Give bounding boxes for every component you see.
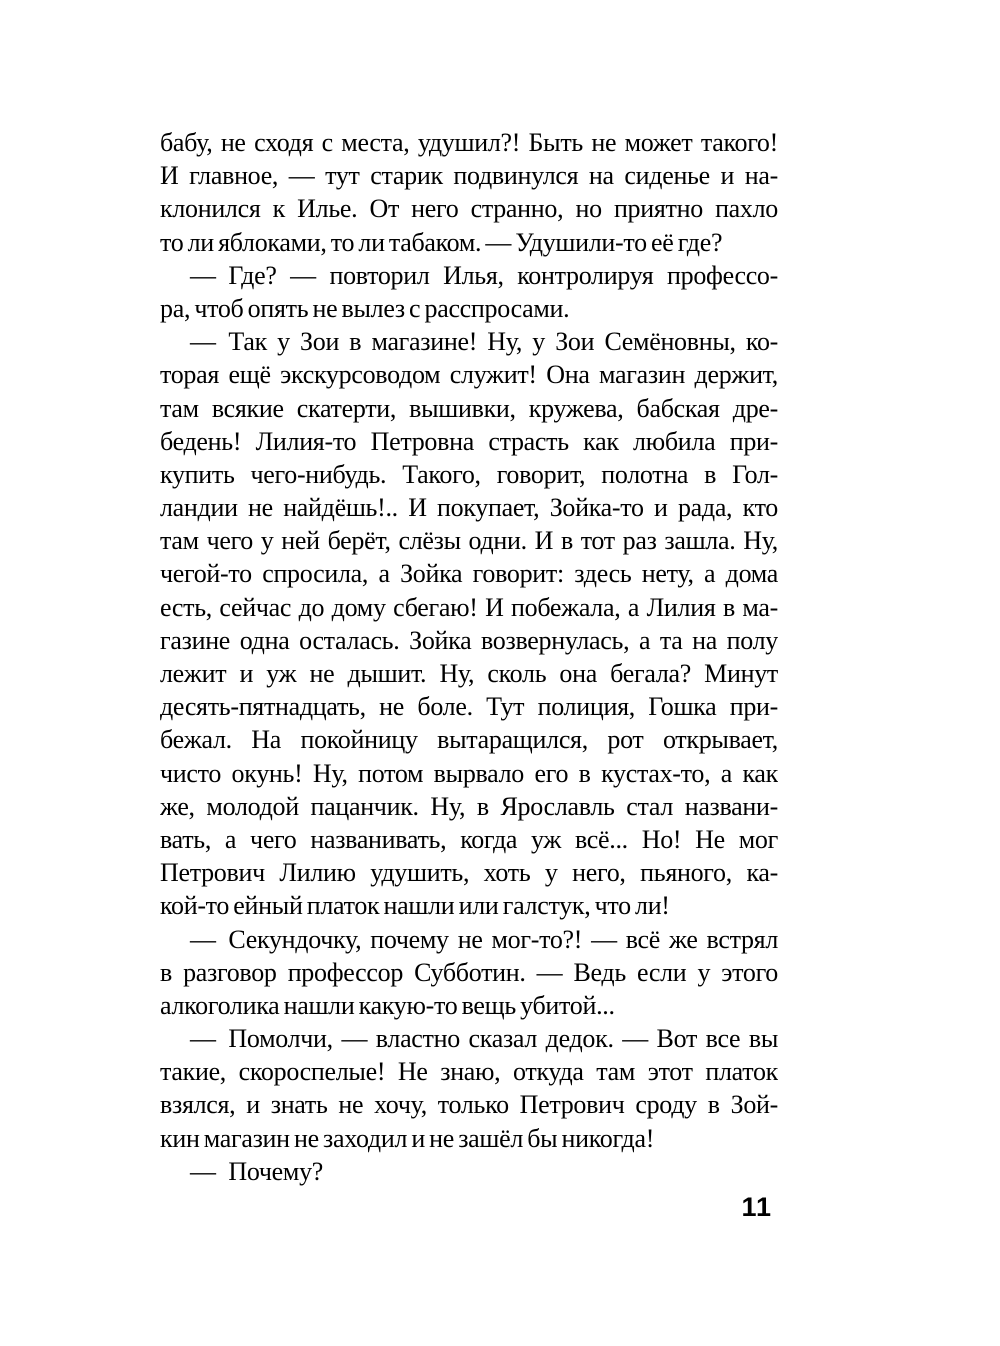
- text-line: — Где? — повторил Илья, контролируя профессо-: [190, 260, 778, 290]
- text-line: ландии не найдёшь!.. И покупает, Зойка-то и рада, кто: [160, 493, 778, 523]
- text-line: клонился к Илье. От него странно, но приятно пахло: [160, 194, 778, 224]
- text-line: там всякие скатерти, вышивки, кружева, бабская дре-: [160, 393, 778, 423]
- paragraph: [160, 1022, 778, 1155]
- text-line: бедень! Лилия-то Петровна страсть как любила при-: [160, 426, 778, 456]
- text-line: торая ещё экскурсоводом служит! Она магазин держит,: [160, 360, 778, 390]
- text-line: И главное, — тут старик подвинулся на сиденье и на-: [160, 161, 778, 191]
- page-number: 11: [741, 1192, 772, 1222]
- text-line: взялся, и знать не хочу, только Петрович сроду в Зой-: [160, 1090, 778, 1120]
- page-text: [160, 126, 778, 1188]
- text-line: то ли яблоками, то ли табаком. — Удушили-то её где?: [160, 227, 723, 257]
- text-line: чисто окунь! Ну, потом вырвало его в кустах-то, а как: [160, 758, 778, 788]
- text-line: вать, а чего названивать, когда уж всё... Но! Не мог: [160, 824, 778, 854]
- text-line: есть, сейчас до дому сбегаю! И побежала, а Лилия в ма-: [160, 592, 778, 622]
- paragraph: [160, 923, 778, 1023]
- text-line: — Почему?: [190, 1156, 324, 1186]
- text-line: бабу, не сходя с места, удушил?! Быть не может такого!: [160, 128, 778, 157]
- text-line: газине одна осталась. Зойка возвернулась, а та на полу: [160, 625, 778, 655]
- paragraph: [160, 259, 778, 325]
- text-line: — Так у Зои в магазине! Ну, у Зои Семёновны, ко-: [190, 327, 778, 357]
- text-line: бежал. На покойницу вытаращился, рот открывает,: [160, 725, 778, 755]
- text-line: десять-пятнадцать, не боле. Тут полиция, Гошка при-: [160, 692, 778, 722]
- text-line: такие, скороспелые! Не знаю, откуда там этот платок: [160, 1057, 778, 1087]
- paragraph: [160, 1155, 778, 1188]
- text-line: же, молодой пацанчик. Ну, в Ярославль стал названи-: [160, 791, 778, 821]
- paragraph: [160, 325, 778, 922]
- text-line: Петрович Лилию удушить, хоть у него, пьяного, ка-: [160, 858, 778, 888]
- text-line: кой-то ейный платок нашли или галстук, что ли!: [160, 891, 670, 921]
- text-line: купить чего-нибудь. Такого, говорит, полотна в Гол-: [160, 459, 778, 489]
- text-line: — Секундочку, почему не мог-то?! — всё же встрял: [190, 924, 778, 954]
- paragraph: [160, 126, 778, 259]
- text-line: там чего у ней берёт, слёзы одни. И в тот раз зашла. Ну,: [160, 526, 778, 556]
- text-line: — Помолчи, — властно сказал дедок. — Вот все вы: [190, 1024, 778, 1054]
- text-line: в разговор профессор Субботин. — Ведь если у этого: [160, 957, 778, 987]
- text-line: чегой-то спросила, а Зойка говорит: здесь нету, а дома: [160, 559, 778, 589]
- text-line: алкоголика нашли какую-то вещь убитой...: [160, 990, 615, 1020]
- text-line: кин магазин не заходил и не зашёл бы никогда!: [160, 1123, 655, 1153]
- text-line: ра, чтоб опять не вылез с расспросами.: [160, 293, 570, 323]
- text-line: лежит и уж не дышит. Ну, сколь она бегала? Минут: [160, 659, 778, 688]
